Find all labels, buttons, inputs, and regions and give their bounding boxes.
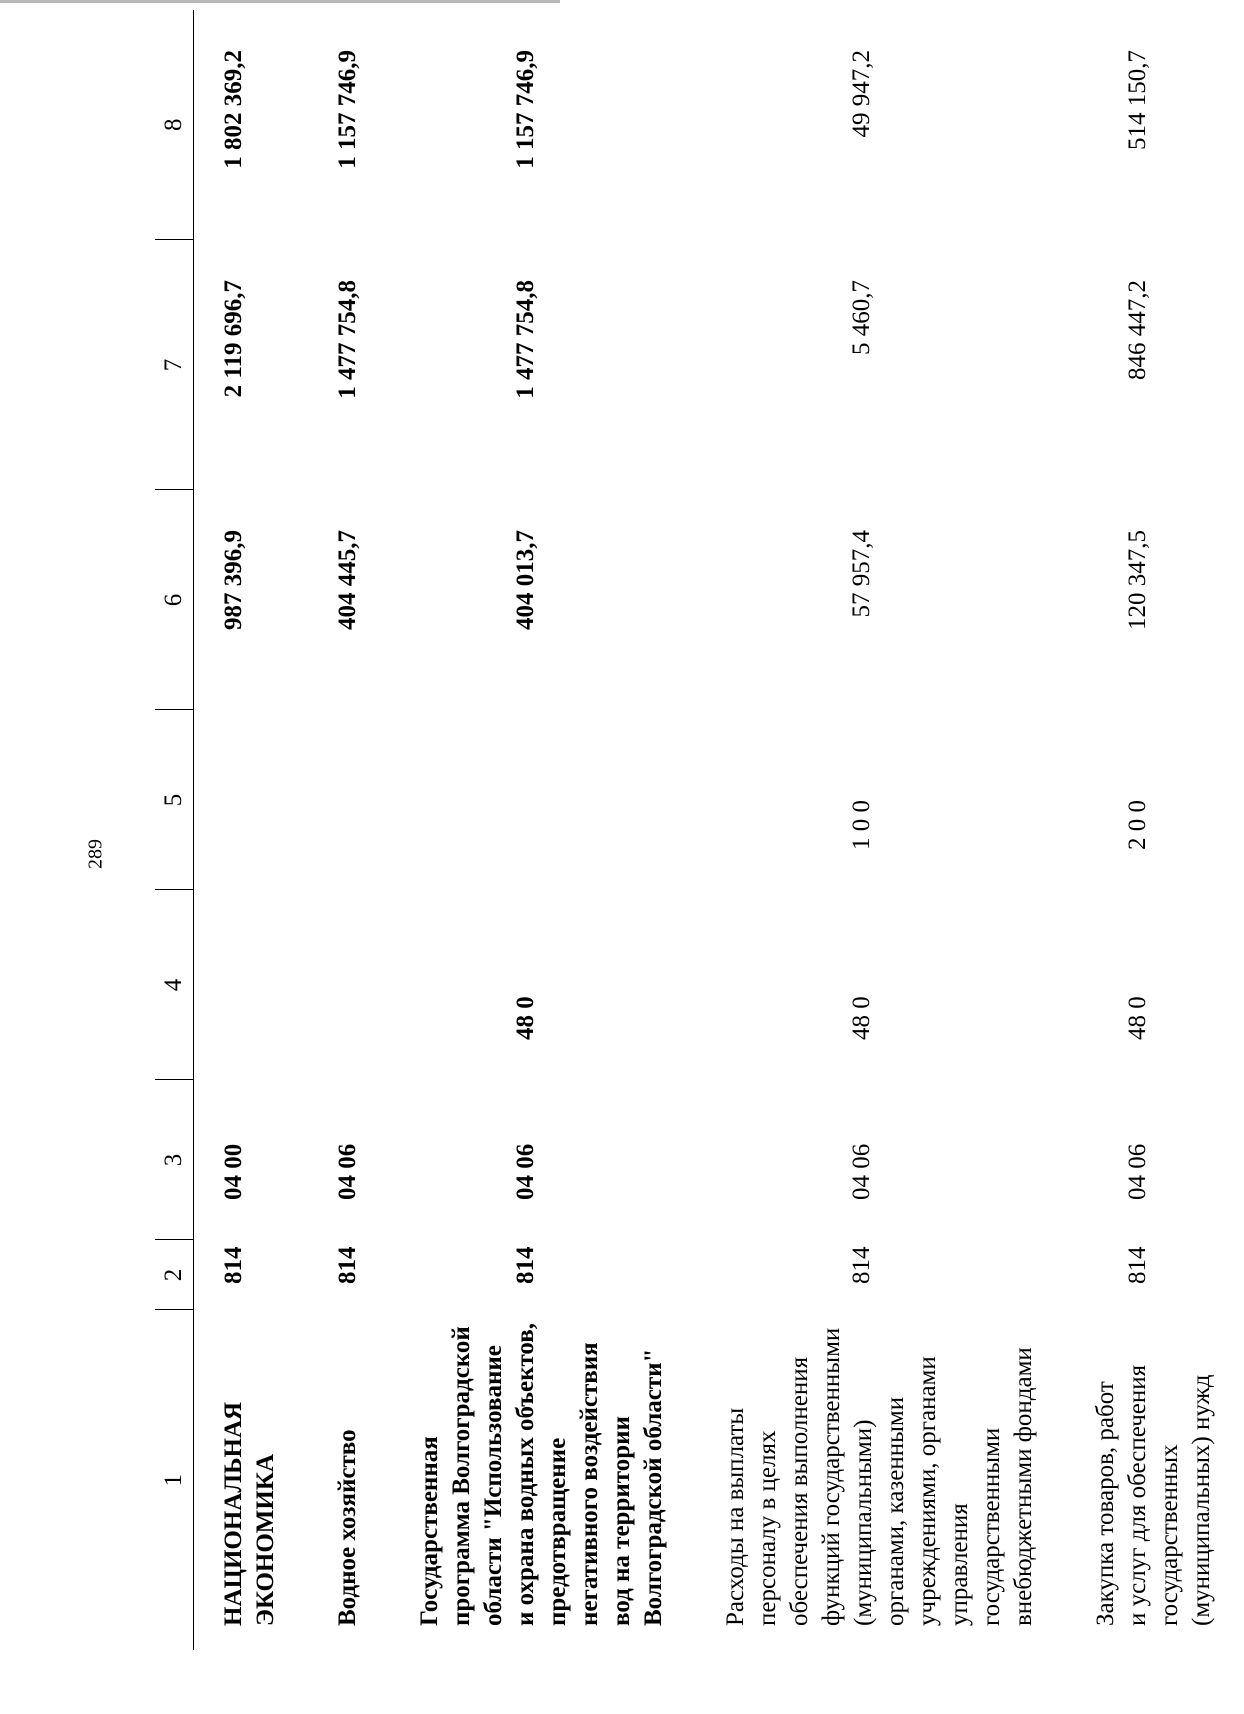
cell-col3: 04 06 <box>334 1143 361 1200</box>
row-label <box>308 1310 390 1650</box>
cell-col5 <box>390 710 696 890</box>
cell-col8: 514 150,7 <box>1124 50 1151 150</box>
label-line: государственных <box>1156 1444 1183 1626</box>
page-number: 289 <box>84 839 107 869</box>
row-label <box>696 1310 1066 1650</box>
cell-col7: 1 477 754,8 <box>512 280 539 399</box>
cell-col3: 04 06 <box>1124 1143 1151 1200</box>
cell-col2: 814 <box>848 1246 875 1284</box>
cell-col8: 1 157 746,9 <box>334 50 361 169</box>
label-line: внебюджетными фондами <box>1010 1347 1037 1626</box>
cell-col7: 1 477 754,8 <box>334 280 361 399</box>
cell-col3: 04 06 <box>512 1143 539 1200</box>
table-row <box>194 10 309 1650</box>
column-header-6: 6 <box>155 490 194 710</box>
cell-col5 <box>308 710 390 890</box>
column-header-1: 1 <box>155 1310 194 1650</box>
label-line: государственными <box>978 1427 1005 1626</box>
cell-col6: 57 957,4 <box>848 530 875 618</box>
label-line: функций государственными <box>818 1327 845 1626</box>
label-line: ЭКОНОМИКА <box>252 1453 279 1626</box>
cell-col5 <box>194 710 309 890</box>
label-line: обеспечения выполнения <box>786 1356 813 1626</box>
row-label <box>390 1310 696 1650</box>
column-header-3: 3 <box>155 1080 194 1240</box>
row-label <box>194 1310 309 1650</box>
column-header-5: 5 <box>155 710 194 890</box>
cell-col6: 404 013,7 <box>512 530 539 630</box>
label-line: Расходы на выплаты <box>722 1407 749 1626</box>
label-line: предотвращение <box>544 1437 571 1626</box>
cell-col2: 814 <box>1124 1246 1151 1284</box>
table-row <box>390 10 696 1650</box>
cell-col3: 04 00 <box>220 1143 247 1200</box>
cell-col2: 814 <box>220 1246 247 1284</box>
label-line: и охрана водных объектов, <box>512 1322 539 1626</box>
label-line: НАЦИОНАЛЬНАЯ <box>220 1401 247 1626</box>
cell-col4: 48 0 <box>512 996 539 1040</box>
label-line: вод на территории <box>608 1416 635 1626</box>
cell-col4 <box>194 890 309 1080</box>
table-row <box>308 10 390 1650</box>
cell-col6: 987 396,9 <box>220 530 247 630</box>
cell-col2: 814 <box>334 1246 361 1284</box>
budget-table-rotated <box>155 10 1215 1650</box>
scan-edge-line <box>0 0 560 3</box>
label-line: персоналу в целях <box>754 1430 781 1626</box>
column-header-2: 2 <box>155 1240 194 1310</box>
label-line: негативного воздействия <box>576 1342 603 1626</box>
cell-col7: 846 447,2 <box>1124 280 1151 380</box>
label-line: (муниципальных) нужд <box>1188 1374 1215 1626</box>
label-line: области "Использование <box>480 1345 507 1626</box>
table-row <box>696 10 1066 1650</box>
label-line: Водное хозяйство <box>334 1429 361 1626</box>
cell-col2: 814 <box>512 1246 539 1284</box>
cell-col4: 48 0 <box>848 996 875 1040</box>
cell-col3: 04 06 <box>848 1143 875 1200</box>
cell-col8: 49 947,2 <box>848 50 875 138</box>
label-line: и услуг для обеспечения <box>1124 1364 1151 1626</box>
header-row <box>155 10 194 1650</box>
cell-col7: 5 460,7 <box>848 280 875 355</box>
label-line: Государственная <box>416 1436 443 1626</box>
label-line: управления <box>946 1503 973 1626</box>
label-line: Волгоградской области" <box>640 1348 667 1626</box>
column-header-4: 4 <box>155 890 194 1080</box>
cell-col5: 1 0 0 <box>848 800 875 850</box>
label-line: органами, казенными <box>882 1396 909 1626</box>
cell-col8: 1 157 746,9 <box>512 50 539 169</box>
label-line: программа Волгоградской <box>448 1326 475 1626</box>
column-header-7: 7 <box>155 240 194 490</box>
label-line: Закупка товаров, работ <box>1092 1381 1119 1626</box>
label-line: учреждениями, органами <box>914 1356 941 1626</box>
cell-col7: 2 119 696,7 <box>220 280 247 398</box>
cell-col5: 2 0 0 <box>1124 800 1151 850</box>
cell-col8: 1 802 369,2 <box>220 50 247 169</box>
cell-col6: 120 347,5 <box>1124 530 1151 630</box>
table-row <box>1066 10 1244 1650</box>
label-line: (муниципальными) <box>850 1419 877 1626</box>
column-header-8: 8 <box>155 10 194 240</box>
budget-table <box>155 10 1244 1650</box>
row-label <box>1066 1310 1244 1650</box>
cell-col4 <box>308 890 390 1080</box>
cell-col4: 48 0 <box>1124 996 1151 1040</box>
cell-col6: 404 445,7 <box>334 530 361 630</box>
